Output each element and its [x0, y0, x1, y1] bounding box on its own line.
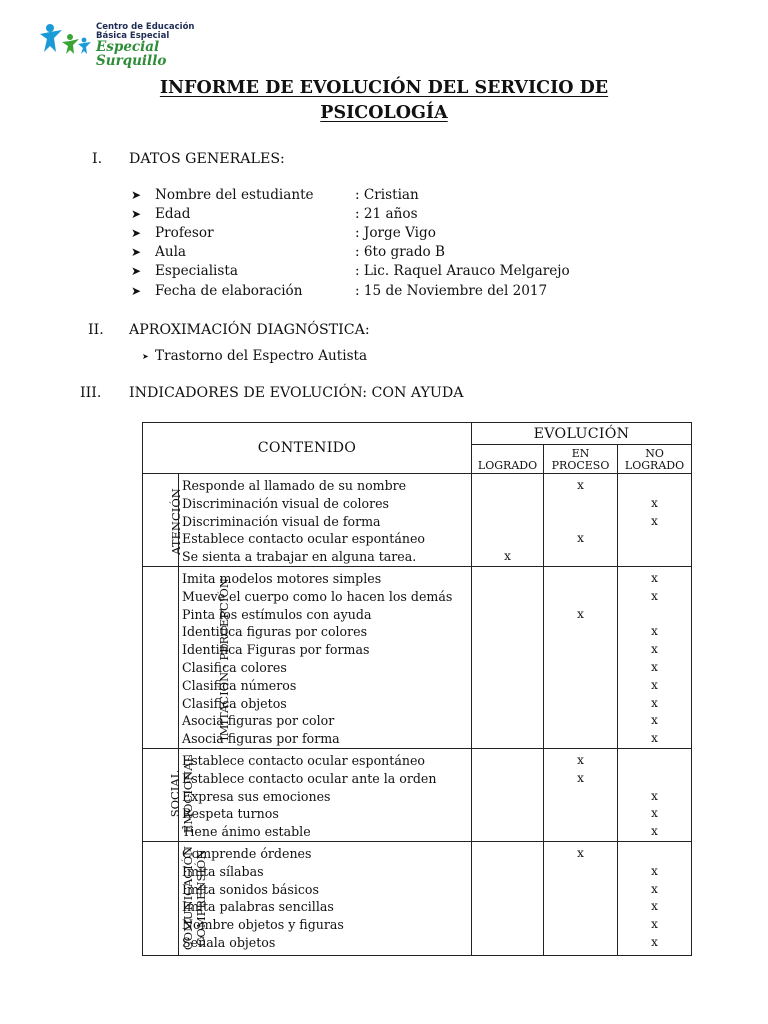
arrow-bullet-icon: ➤ [131, 188, 142, 202]
arrow-bullet-icon: ➤ [131, 284, 142, 298]
section-3-heading: INDICADORES DE EVOLUCIÓN: CON AYUDA [129, 385, 464, 401]
table-row: Asocia figuras por color [182, 713, 335, 729]
category-cell [143, 841, 209, 955]
table-group-imitacion [143, 566, 692, 748]
en-proceso-column: x [544, 841, 618, 955]
field-label: Nombre del estudiante [155, 187, 314, 203]
header-evolucion: EVOLUCIÓN [472, 423, 692, 445]
field-value: : Jorge Vigo [355, 225, 436, 241]
title-line-1: INFORME DE EVOLUCIÓN DEL SERVICIO DE [159, 78, 609, 98]
section-3-number: III. [80, 385, 102, 401]
evolution-table [142, 422, 692, 956]
logo-line-1: Centro de Educación [96, 22, 195, 32]
table-row: Expresa sus emociones [182, 788, 331, 804]
section-1-number: I. [92, 151, 103, 167]
table-row: Respeta turnos [182, 806, 279, 822]
table-row: Imita modelos motores simples [182, 570, 382, 586]
table-row: Establece contacto ocular espontáneo [182, 752, 425, 768]
arrow-bullet-icon: ➤ [131, 226, 142, 240]
table-row: Discriminación visual de forma [182, 513, 381, 529]
table-row: Imita sonidos básicos [182, 881, 319, 897]
section-2-number: II. [88, 322, 104, 338]
field-label: Profesor [155, 225, 214, 241]
en-proceso-column: x x [544, 474, 618, 567]
field-label: Aula [155, 244, 187, 260]
table-row: Comprende órdenes [182, 845, 312, 861]
category-label: IMITACIÓN - PERCEPCIÓN [216, 578, 231, 741]
field-value: : 15 de Noviembre del 2017 [355, 283, 548, 299]
header-logrado: LOGRADO [472, 445, 544, 474]
table-row: Mueve el cuerpo como lo hacen los demás [182, 588, 453, 604]
field-label: Especialista [155, 263, 238, 279]
no-logrado-column: x x x [618, 748, 692, 841]
section-1-heading: DATOS GENERALES: [129, 151, 285, 167]
table-row: Pinta los estímulos con ayuda [182, 606, 372, 622]
table-row: Imita sílabas [182, 863, 264, 879]
table-row: Discriminación visual de colores [182, 495, 390, 511]
field-value: : 21 años [355, 206, 418, 222]
category-cell [143, 566, 231, 748]
table-row: Señala objetos [182, 934, 276, 950]
table-row: Asocia figuras por forma [182, 731, 340, 747]
table-row: Se sienta a trabajar en alguna tarea. [182, 549, 417, 565]
category-cell [143, 748, 196, 841]
title-line-2: PSICOLOGÍA [320, 103, 448, 123]
table-header-row [143, 423, 692, 445]
table-row: Tiene ánimo estable [182, 824, 311, 840]
table-row: Clasifica números [182, 677, 297, 693]
table-group-comunicacion [143, 841, 692, 955]
category-label: SOCIAL EMOCIONAL [168, 755, 196, 834]
table-row: Imita palabras sencillas [182, 899, 334, 915]
arrow-bullet-icon: ➤ [131, 245, 142, 259]
table-group-atencion [143, 474, 692, 567]
logrado-column [472, 748, 544, 841]
en-proceso-column: x [544, 566, 618, 748]
small-arrow-bullet-icon: ➤ [142, 352, 149, 361]
no-logrado-column: x x x x x [618, 841, 692, 955]
table-row: Clasifica colores [182, 659, 287, 675]
header-en-proceso: EN PROCESO [544, 445, 618, 474]
field-label: Fecha de elaboración [155, 283, 303, 299]
table-group-social [143, 748, 692, 841]
field-label: Edad [155, 206, 191, 222]
logo-line-3: Especial Surquillo [96, 39, 167, 69]
field-value: : Cristian [355, 187, 419, 203]
field-value: : Lic. Raquel Arauco Melgarejo [355, 263, 570, 279]
logrado-column: x [472, 474, 544, 567]
category-label: ATENCIÓN [168, 488, 183, 556]
field-value: : 6to grado B [355, 244, 446, 260]
document-title [0, 76, 768, 126]
no-logrado-column: x x [618, 474, 692, 567]
table-row: Clasifica objetos [182, 695, 287, 711]
school-logo [38, 20, 228, 69]
category-label: COMUNICACIÓN COMPRENSIÓN [181, 845, 209, 951]
category-cell [143, 474, 183, 567]
section-2-heading: APROXIMACIÓN DIAGNÓSTICA: [129, 322, 370, 338]
logrado-column [472, 566, 544, 748]
header-contenido: CONTENIDO [143, 423, 472, 474]
en-proceso-column: x x [544, 748, 618, 841]
arrow-bullet-icon: ➤ [131, 264, 142, 278]
logrado-column [472, 841, 544, 955]
no-logrado-column: x x x x x x x x x [618, 566, 692, 748]
logo-line-2: Básica Especial [96, 30, 170, 41]
table-row: Establece contacto ocular ante la orden [182, 770, 437, 786]
children-logo-icon [38, 22, 98, 58]
header-no-logrado: NO LOGRADO [618, 445, 692, 474]
table-row: Establece contacto ocular espontáneo [182, 531, 425, 547]
table-row: Responde al llamado de su nombre [182, 478, 407, 493]
diagnosis-item: Trastorno del Espectro Autista [155, 348, 368, 364]
table-row: Nombre objetos y figuras [182, 917, 344, 933]
table-row: Identifica figuras por colores [182, 624, 368, 640]
table-row: Identifica Figuras por formas [182, 642, 370, 658]
arrow-bullet-icon: ➤ [131, 207, 142, 221]
